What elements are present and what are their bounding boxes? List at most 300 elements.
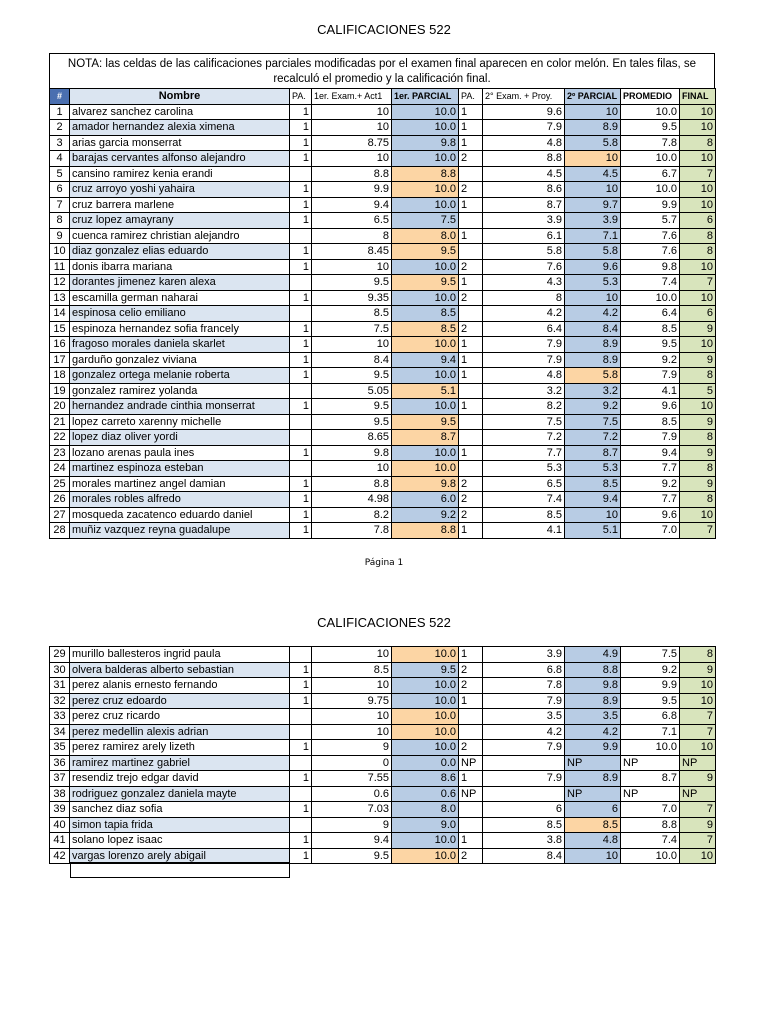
exam1-value: 6.5 bbox=[312, 213, 392, 229]
table-row bbox=[50, 647, 716, 663]
pa1-value bbox=[290, 275, 312, 291]
exam2-value: 8 bbox=[483, 290, 565, 306]
pa1-value: 1 bbox=[290, 321, 312, 337]
student-name: dorantes jimenez karen alexa bbox=[70, 275, 290, 291]
parcial2-value: 8.9 bbox=[565, 337, 621, 353]
table-row bbox=[50, 507, 716, 523]
parcial1-value: 8.0 bbox=[392, 228, 459, 244]
parcial2-value: 5.8 bbox=[565, 244, 621, 260]
student-name: lopez carreto xarenny michelle bbox=[70, 414, 290, 430]
table-row bbox=[50, 197, 716, 213]
parcial2-value: 4.9 bbox=[565, 647, 621, 663]
pa2-value: 1 bbox=[459, 445, 483, 461]
final-value: NP bbox=[680, 786, 716, 802]
pa1-value: 1 bbox=[290, 104, 312, 120]
parcial2-value: 4.2 bbox=[565, 306, 621, 322]
parcial1-value: 0.0 bbox=[392, 755, 459, 771]
student-name: martinez espinoza esteban bbox=[70, 461, 290, 477]
exam1-value: 9 bbox=[312, 817, 392, 833]
pa2-value: 1 bbox=[459, 647, 483, 663]
parcial1-value: 9.2 bbox=[392, 507, 459, 523]
table-row bbox=[50, 399, 716, 415]
promedio-value: 7.9 bbox=[621, 368, 680, 384]
final-value: 8 bbox=[680, 368, 716, 384]
pa1-value: 1 bbox=[290, 492, 312, 508]
table-row bbox=[50, 662, 716, 678]
student-name: barajas cervantes alfonso alejandro bbox=[70, 151, 290, 167]
pa2-value: 2 bbox=[459, 492, 483, 508]
promedio-value: 9.2 bbox=[621, 476, 680, 492]
pa1-value bbox=[290, 430, 312, 446]
promedio-value: 7.7 bbox=[621, 492, 680, 508]
exam2-value bbox=[483, 786, 565, 802]
header-name: Nombre bbox=[70, 89, 290, 105]
promedio-value: 10.0 bbox=[621, 848, 680, 864]
header-promedio: PROMEDIO bbox=[621, 89, 680, 105]
row-number: 35 bbox=[50, 740, 70, 756]
exam1-value: 10 bbox=[312, 678, 392, 694]
row-number: 28 bbox=[50, 523, 70, 539]
table-row bbox=[50, 492, 716, 508]
pa1-value bbox=[290, 786, 312, 802]
promedio-value: 9.5 bbox=[621, 693, 680, 709]
parcial1-value: 10.0 bbox=[392, 104, 459, 120]
header-pa1: PA. bbox=[290, 89, 312, 105]
final-value: 8 bbox=[680, 647, 716, 663]
student-name: simon tapia frida bbox=[70, 817, 290, 833]
pa1-value: 1 bbox=[290, 833, 312, 849]
table-row bbox=[50, 724, 716, 740]
final-value: 7 bbox=[680, 833, 716, 849]
row-number: 29 bbox=[50, 647, 70, 663]
table-row bbox=[50, 368, 716, 384]
pa2-value bbox=[459, 461, 483, 477]
page-title-2: CALIFICACIONES 522 bbox=[317, 615, 451, 630]
table-row bbox=[50, 104, 716, 120]
student-name: cuenca ramirez christian alejandro bbox=[70, 228, 290, 244]
pa2-value: 2 bbox=[459, 151, 483, 167]
parcial1-value: 9.5 bbox=[392, 414, 459, 430]
student-name: espinosa celio emiliano bbox=[70, 306, 290, 322]
exam2-value: 7.6 bbox=[483, 259, 565, 275]
final-value: 8 bbox=[680, 135, 716, 151]
parcial1-value: 10.0 bbox=[392, 259, 459, 275]
exam2-value: 7.9 bbox=[483, 352, 565, 368]
promedio-value: 9.6 bbox=[621, 399, 680, 415]
row-number: 25 bbox=[50, 476, 70, 492]
final-value: 9 bbox=[680, 476, 716, 492]
row-number: 32 bbox=[50, 693, 70, 709]
promedio-value: 10.0 bbox=[621, 182, 680, 198]
promedio-value: 9.2 bbox=[621, 352, 680, 368]
row-number: 41 bbox=[50, 833, 70, 849]
header-row bbox=[50, 89, 716, 105]
pa1-value: 1 bbox=[290, 182, 312, 198]
student-name: perez cruz ricardo bbox=[70, 709, 290, 725]
student-name: resendiz trejo edgar david bbox=[70, 771, 290, 787]
exam2-value: 5.8 bbox=[483, 244, 565, 260]
parcial2-value: 9.7 bbox=[565, 197, 621, 213]
exam2-value: 3.9 bbox=[483, 647, 565, 663]
pa1-value: 1 bbox=[290, 244, 312, 260]
final-value: 7 bbox=[680, 709, 716, 725]
parcial2-value: 4.8 bbox=[565, 833, 621, 849]
exam2-value: 7.8 bbox=[483, 678, 565, 694]
row-number: 33 bbox=[50, 709, 70, 725]
row-number: 14 bbox=[50, 306, 70, 322]
student-name: perez ramirez arely lizeth bbox=[70, 740, 290, 756]
row-number: 12 bbox=[50, 275, 70, 291]
parcial2-value: 5.1 bbox=[565, 523, 621, 539]
page-title: CALIFICACIONES 522 bbox=[317, 22, 451, 37]
promedio-value: 6.7 bbox=[621, 166, 680, 182]
promedio-value: 9.5 bbox=[621, 337, 680, 353]
pa2-value bbox=[459, 383, 483, 399]
final-value: 8 bbox=[680, 461, 716, 477]
pa2-value: 1 bbox=[459, 368, 483, 384]
student-name: muñiz vazquez reyna guadalupe bbox=[70, 523, 290, 539]
exam1-value: 8.5 bbox=[312, 306, 392, 322]
parcial1-value: 10.0 bbox=[392, 182, 459, 198]
pa1-value: 1 bbox=[290, 445, 312, 461]
promedio-value: 7.5 bbox=[621, 647, 680, 663]
exam1-value: 10 bbox=[312, 337, 392, 353]
parcial2-value: 9.6 bbox=[565, 259, 621, 275]
student-name: cruz lopez amayrany bbox=[70, 213, 290, 229]
student-name: perez alanis ernesto fernando bbox=[70, 678, 290, 694]
table-row bbox=[50, 445, 716, 461]
final-value: 10 bbox=[680, 259, 716, 275]
parcial1-value: 10.0 bbox=[392, 848, 459, 864]
parcial2-value: 8.7 bbox=[565, 445, 621, 461]
row-number: 23 bbox=[50, 445, 70, 461]
final-value: 10 bbox=[680, 151, 716, 167]
pa1-value bbox=[290, 461, 312, 477]
parcial2-value: 5.8 bbox=[565, 135, 621, 151]
row-number: 39 bbox=[50, 802, 70, 818]
grades-table-page1 bbox=[49, 88, 716, 539]
pa2-value: 1 bbox=[459, 228, 483, 244]
pa1-value: 1 bbox=[290, 662, 312, 678]
exam1-value: 9.35 bbox=[312, 290, 392, 306]
exam2-value: 8.7 bbox=[483, 197, 565, 213]
pa2-value bbox=[459, 817, 483, 833]
table-row bbox=[50, 771, 716, 787]
parcial1-value: 9.4 bbox=[392, 352, 459, 368]
pa1-value: 1 bbox=[290, 197, 312, 213]
exam2-value: 7.4 bbox=[483, 492, 565, 508]
header-number: # bbox=[50, 89, 70, 105]
exam2-value: 6.4 bbox=[483, 321, 565, 337]
student-name: garduño gonzalez viviana bbox=[70, 352, 290, 368]
pa2-value: 2 bbox=[459, 507, 483, 523]
row-number: 18 bbox=[50, 368, 70, 384]
parcial1-value: 10.0 bbox=[392, 678, 459, 694]
table-row bbox=[50, 120, 716, 136]
final-value: 8 bbox=[680, 492, 716, 508]
pa1-value: 1 bbox=[290, 802, 312, 818]
parcial2-value: 7.2 bbox=[565, 430, 621, 446]
promedio-value: 10.0 bbox=[621, 104, 680, 120]
exam1-value: 4.98 bbox=[312, 492, 392, 508]
student-name: morales robles alfredo bbox=[70, 492, 290, 508]
exam2-value: 5.3 bbox=[483, 461, 565, 477]
student-name: sanchez diaz sofia bbox=[70, 802, 290, 818]
parcial1-value: 9.8 bbox=[392, 476, 459, 492]
exam2-value: 3.2 bbox=[483, 383, 565, 399]
pa1-value: 1 bbox=[290, 368, 312, 384]
parcial2-value: 3.9 bbox=[565, 213, 621, 229]
parcial1-value: 10.0 bbox=[392, 120, 459, 136]
promedio-value: 7.4 bbox=[621, 275, 680, 291]
table-row bbox=[50, 740, 716, 756]
exam2-value: 8.8 bbox=[483, 151, 565, 167]
pa1-value: 1 bbox=[290, 678, 312, 694]
pa1-value: 1 bbox=[290, 120, 312, 136]
parcial1-value: 9.5 bbox=[392, 244, 459, 260]
row-number: 7 bbox=[50, 197, 70, 213]
row-number: 13 bbox=[50, 290, 70, 306]
final-value: 10 bbox=[680, 848, 716, 864]
final-value: 7 bbox=[680, 802, 716, 818]
exam2-value bbox=[483, 755, 565, 771]
parcial1-value: 0.6 bbox=[392, 786, 459, 802]
promedio-value: 9.5 bbox=[621, 120, 680, 136]
row-number: 24 bbox=[50, 461, 70, 477]
pa1-value bbox=[290, 414, 312, 430]
pa1-value: 1 bbox=[290, 290, 312, 306]
parcial1-value: 10.0 bbox=[392, 151, 459, 167]
final-value: 9 bbox=[680, 445, 716, 461]
exam1-value: 10 bbox=[312, 647, 392, 663]
student-name: hernandez andrade cinthia monserrat bbox=[70, 399, 290, 415]
promedio-value: 9.6 bbox=[621, 507, 680, 523]
parcial1-value: 5.1 bbox=[392, 383, 459, 399]
row-number: 30 bbox=[50, 662, 70, 678]
final-value: 9 bbox=[680, 352, 716, 368]
pa2-value: 1 bbox=[459, 275, 483, 291]
final-value: 10 bbox=[680, 507, 716, 523]
final-value: 6 bbox=[680, 213, 716, 229]
promedio-value: 8.8 bbox=[621, 817, 680, 833]
row-number: 37 bbox=[50, 771, 70, 787]
student-name: lopez diaz oliver yordi bbox=[70, 430, 290, 446]
parcial2-value: 5.8 bbox=[565, 368, 621, 384]
parcial1-value: 8.8 bbox=[392, 166, 459, 182]
promedio-value: 9.9 bbox=[621, 197, 680, 213]
exam2-value: 4.5 bbox=[483, 166, 565, 182]
exam2-value: 7.2 bbox=[483, 430, 565, 446]
final-value: 10 bbox=[680, 182, 716, 198]
promedio-value: 7.6 bbox=[621, 244, 680, 260]
promedio-value: 10.0 bbox=[621, 151, 680, 167]
promedio-value: 6.4 bbox=[621, 306, 680, 322]
final-value: 10 bbox=[680, 197, 716, 213]
exam2-value: 7.7 bbox=[483, 445, 565, 461]
exam1-value: 7.55 bbox=[312, 771, 392, 787]
parcial1-value: 8.6 bbox=[392, 771, 459, 787]
parcial1-value: 10.0 bbox=[392, 445, 459, 461]
exam1-value: 7.5 bbox=[312, 321, 392, 337]
final-value: 5 bbox=[680, 383, 716, 399]
promedio-value: 7.0 bbox=[621, 802, 680, 818]
student-name: espinoza hernandez sofia francely bbox=[70, 321, 290, 337]
exam1-value: 9.5 bbox=[312, 275, 392, 291]
pa1-value: 1 bbox=[290, 848, 312, 864]
final-value: 9 bbox=[680, 817, 716, 833]
parcial2-value: 8.4 bbox=[565, 321, 621, 337]
final-value: 9 bbox=[680, 414, 716, 430]
final-value: 10 bbox=[680, 678, 716, 694]
row-number: 20 bbox=[50, 399, 70, 415]
row-number: 5 bbox=[50, 166, 70, 182]
exam1-value: 8.2 bbox=[312, 507, 392, 523]
parcial2-value: 9.8 bbox=[565, 678, 621, 694]
parcial2-value: 8.9 bbox=[565, 120, 621, 136]
pa1-value bbox=[290, 817, 312, 833]
pa1-value bbox=[290, 724, 312, 740]
pa2-value: 1 bbox=[459, 833, 483, 849]
parcial1-value: 10.0 bbox=[392, 399, 459, 415]
parcial2-value: 8.8 bbox=[565, 662, 621, 678]
exam1-value: 8.45 bbox=[312, 244, 392, 260]
promedio-value: NP bbox=[621, 786, 680, 802]
promedio-value: 10.0 bbox=[621, 740, 680, 756]
exam1-value: 7.03 bbox=[312, 802, 392, 818]
parcial2-value: 7.5 bbox=[565, 414, 621, 430]
parcial2-value: 3.5 bbox=[565, 709, 621, 725]
table-row bbox=[50, 244, 716, 260]
pa2-value: 1 bbox=[459, 337, 483, 353]
header-parcial1: 1er. PARCIAL bbox=[392, 89, 459, 105]
table-row bbox=[50, 802, 716, 818]
pa1-value bbox=[290, 166, 312, 182]
table-row bbox=[50, 306, 716, 322]
table-row bbox=[50, 352, 716, 368]
pa2-value: 2 bbox=[459, 740, 483, 756]
pa1-value: 1 bbox=[290, 523, 312, 539]
exam1-value: 8.75 bbox=[312, 135, 392, 151]
header-pa2: PA. bbox=[459, 89, 483, 105]
promedio-value: 7.1 bbox=[621, 724, 680, 740]
parcial1-value: 6.0 bbox=[392, 492, 459, 508]
exam1-value: 9.8 bbox=[312, 445, 392, 461]
header-exam2: 2° Exam. + Proy. bbox=[483, 89, 565, 105]
exam1-value: 8.5 bbox=[312, 662, 392, 678]
pa1-value: 1 bbox=[290, 771, 312, 787]
final-value: 10 bbox=[680, 693, 716, 709]
exam2-value: 4.8 bbox=[483, 368, 565, 384]
parcial1-value: 10.0 bbox=[392, 709, 459, 725]
pa2-value: 2 bbox=[459, 848, 483, 864]
final-value: 8 bbox=[680, 228, 716, 244]
parcial1-value: 10.0 bbox=[392, 461, 459, 477]
final-value: 10 bbox=[680, 120, 716, 136]
promedio-value: 9.4 bbox=[621, 445, 680, 461]
exam2-value: 9.6 bbox=[483, 104, 565, 120]
parcial2-value: 10 bbox=[565, 507, 621, 523]
row-number: 27 bbox=[50, 507, 70, 523]
pa1-value bbox=[290, 383, 312, 399]
promedio-value: 7.7 bbox=[621, 461, 680, 477]
parcial1-value: 8.7 bbox=[392, 430, 459, 446]
table-row bbox=[50, 817, 716, 833]
parcial2-value: 10 bbox=[565, 290, 621, 306]
table-row bbox=[50, 151, 716, 167]
pa2-value: 2 bbox=[459, 182, 483, 198]
exam2-value: 7.9 bbox=[483, 337, 565, 353]
parcial1-value: 10.0 bbox=[392, 197, 459, 213]
student-name: gonzalez ramirez yolanda bbox=[70, 383, 290, 399]
empty-name-cell bbox=[70, 862, 290, 878]
table-row bbox=[50, 709, 716, 725]
parcial1-value: 8.5 bbox=[392, 306, 459, 322]
pa1-value: 1 bbox=[290, 135, 312, 151]
exam2-value: 8.2 bbox=[483, 399, 565, 415]
student-name: arias garcia monserrat bbox=[70, 135, 290, 151]
final-value: 10 bbox=[680, 740, 716, 756]
pa2-value: 2 bbox=[459, 259, 483, 275]
student-name: morales martinez angel damian bbox=[70, 476, 290, 492]
pa1-value: 1 bbox=[290, 337, 312, 353]
table-row bbox=[50, 693, 716, 709]
promedio-value: 7.9 bbox=[621, 430, 680, 446]
exam2-value: 7.9 bbox=[483, 771, 565, 787]
pa2-value: 1 bbox=[459, 104, 483, 120]
pa2-value bbox=[459, 414, 483, 430]
parcial2-value: 8.5 bbox=[565, 817, 621, 833]
table-row bbox=[50, 321, 716, 337]
pa2-value: 1 bbox=[459, 197, 483, 213]
table-row bbox=[50, 290, 716, 306]
pa2-value bbox=[459, 802, 483, 818]
student-name: murillo ballesteros ingrid paula bbox=[70, 647, 290, 663]
header-parcial2: 2º PARCIAL bbox=[565, 89, 621, 105]
row-number: 16 bbox=[50, 337, 70, 353]
pa2-value: 1 bbox=[459, 120, 483, 136]
exam2-value: 6 bbox=[483, 802, 565, 818]
exam1-value: 8.8 bbox=[312, 166, 392, 182]
parcial2-value: 8.9 bbox=[565, 352, 621, 368]
exam2-value: 4.2 bbox=[483, 724, 565, 740]
pa1-value: 1 bbox=[290, 740, 312, 756]
table-row bbox=[50, 523, 716, 539]
final-value: 9 bbox=[680, 771, 716, 787]
exam1-value: 10 bbox=[312, 104, 392, 120]
exam1-value: 5.05 bbox=[312, 383, 392, 399]
parcial1-value: 8.8 bbox=[392, 523, 459, 539]
pa2-value: 2 bbox=[459, 662, 483, 678]
pa2-value bbox=[459, 306, 483, 322]
row-number: 22 bbox=[50, 430, 70, 446]
pa2-value bbox=[459, 430, 483, 446]
final-value: 10 bbox=[680, 337, 716, 353]
row-number: 31 bbox=[50, 678, 70, 694]
row-number: 17 bbox=[50, 352, 70, 368]
table-row bbox=[50, 275, 716, 291]
exam1-value: 8 bbox=[312, 228, 392, 244]
exam1-value: 9.9 bbox=[312, 182, 392, 198]
table-row bbox=[50, 786, 716, 802]
promedio-value: 8.5 bbox=[621, 321, 680, 337]
row-number: 2 bbox=[50, 120, 70, 136]
pa1-value bbox=[290, 709, 312, 725]
table-row bbox=[50, 135, 716, 151]
exam1-value: 10 bbox=[312, 724, 392, 740]
table-row bbox=[50, 678, 716, 694]
pa2-value: 2 bbox=[459, 678, 483, 694]
grades-table-page2 bbox=[49, 646, 716, 864]
